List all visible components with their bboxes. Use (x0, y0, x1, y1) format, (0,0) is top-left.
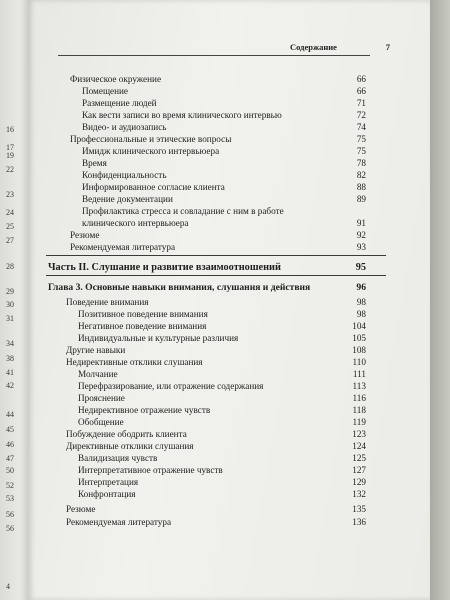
toc-entry-title: Побуждение ободрить клиента (66, 429, 187, 439)
toc-entry-page: 125 (352, 453, 366, 463)
running-head-title: Содержание (290, 42, 337, 52)
book-page (28, 0, 430, 600)
toc-entry-title: Помещение (82, 86, 129, 96)
toc-entry (28, 97, 430, 109)
toc-entry (28, 380, 430, 392)
background-surface (430, 0, 450, 600)
toc-entry-page: 91 (356, 218, 366, 228)
toc-entry-title: Резюме (66, 504, 96, 514)
toc-part-heading (28, 262, 430, 274)
toc-entry-title: Физическое окружение (70, 74, 162, 84)
facing-page-number: 17 (6, 143, 14, 152)
toc-entry-page: 124 (352, 441, 366, 451)
toc-entry (28, 121, 430, 133)
toc-entry-page: 105 (352, 333, 366, 343)
toc-entry-page: 98 (356, 309, 366, 319)
toc-entry-page: 88 (356, 182, 366, 192)
toc-entry (28, 205, 430, 217)
toc-entry-title: Директивные отклики слушания (66, 441, 194, 451)
facing-page-number: 22 (6, 165, 14, 174)
toc-chapter-heading (28, 282, 430, 294)
toc-entry-title: Имидж клинического интервьюера (82, 146, 220, 156)
facing-page-number: 25 (6, 222, 14, 231)
toc-entry-page: 74 (356, 122, 366, 132)
toc-entry-title: Размещение людей (82, 98, 157, 108)
facing-page-number: 41 (6, 368, 14, 377)
toc-entry-title: Профилактика стресса и совладание с ним в работе (82, 206, 284, 216)
toc-entry-title: Информированное согласие клиента (82, 182, 225, 192)
toc-entry-page: 118 (352, 405, 366, 415)
toc-entry (28, 476, 430, 488)
toc-entry (28, 229, 430, 241)
toc-entry-page: 98 (356, 297, 366, 307)
toc-entry-title: Молчание (78, 369, 118, 379)
toc-entry-title: Позитивное поведение внимания (78, 309, 208, 319)
toc-entry-title: Часть II. Слушание и развитие взаимоотношений (48, 262, 281, 273)
toc-entry (28, 241, 430, 253)
toc-entry-title: Обобщение (78, 417, 124, 427)
facing-page-number: 29 (6, 287, 14, 296)
toc-entry (28, 464, 430, 476)
toc-entry-page: 75 (356, 134, 366, 144)
toc-entry-page: 92 (356, 230, 366, 240)
toc-entry-page: 95 (355, 262, 366, 273)
toc-entry (28, 193, 430, 205)
toc-entry-page: 66 (356, 86, 366, 96)
toc-entry-page: 108 (352, 345, 366, 355)
toc-entry-page: 132 (352, 489, 366, 499)
toc-entry-title: Конфронтация (78, 489, 136, 499)
facing-page-number: 53 (6, 494, 14, 503)
toc-entry (28, 416, 430, 428)
toc-entry-page: 110 (352, 357, 366, 367)
toc-entry (28, 392, 430, 404)
facing-page-number: 45 (6, 425, 14, 434)
toc-entry-title: Ведение документации (82, 194, 173, 204)
facing-page-number: 42 (6, 381, 14, 390)
facing-page-edge (0, 0, 28, 600)
toc-entry (28, 368, 430, 380)
toc-entry (28, 169, 430, 181)
toc-entry (28, 503, 430, 515)
toc-entry-title: Профессиональные и этические вопросы (70, 134, 232, 144)
toc-entry (28, 217, 430, 229)
toc-entry-page: 111 (352, 369, 366, 379)
toc-entry-page: 66 (356, 74, 366, 84)
facing-page-number: 56 (6, 510, 14, 519)
toc-entry-title: клинического интервьюера (82, 218, 189, 228)
toc-entry-title: Рекомендуемая литература (66, 517, 172, 527)
toc-entry (28, 109, 430, 121)
toc-entry-page: 72 (356, 110, 366, 120)
toc-entry-title: Резюме (70, 230, 100, 240)
toc-entry-title: Конфиденциальность (82, 170, 167, 180)
toc-entry-page: 116 (352, 393, 366, 403)
toc-entry-title: Перефразирование, или отражение содержания (78, 381, 264, 391)
toc-entry-title: Глава 3. Основные навыки внимания, слушания и действия (48, 282, 311, 293)
toc-entry (28, 516, 430, 528)
toc-entry (28, 452, 430, 464)
toc-entry-page: 127 (352, 465, 366, 475)
part-rule-top (46, 255, 386, 256)
part-rule-bottom (46, 275, 386, 276)
facing-page-number: 38 (6, 354, 14, 363)
toc-entry (28, 332, 430, 344)
toc-entry-title: Поведение внимания (66, 297, 149, 307)
facing-page-number: 19 (6, 151, 14, 160)
toc-entry-title: Недирективные отклики слушания (66, 357, 203, 367)
toc-entry-title: Интерпретативное отражение чувств (78, 465, 223, 475)
toc-entry (28, 296, 430, 308)
toc-entry (28, 181, 430, 193)
toc-entry-page: 82 (356, 170, 366, 180)
toc-entry (28, 440, 430, 452)
page-number: 7 (385, 42, 390, 52)
toc-entry-title: Индивидуальные и культурные различия (78, 333, 239, 343)
toc-entry-page: 71 (356, 98, 366, 108)
toc-entry-title: Другие навыки (66, 345, 126, 355)
toc-entry (28, 145, 430, 157)
toc-entry (28, 73, 430, 85)
toc-entry-title: Недирективное отражение чувств (78, 405, 211, 415)
facing-page-number: 23 (6, 190, 14, 199)
facing-page-number: 52 (6, 481, 14, 490)
facing-page-number: 34 (6, 339, 14, 348)
toc-entry-title: Время (82, 158, 107, 168)
toc-entry-title: Прояснение (78, 393, 125, 403)
facing-page-number: 28 (6, 262, 14, 271)
toc-entry-title: Как вести записи во время клинического интервью (82, 110, 282, 120)
toc-entry-title: Валидизация чувств (78, 453, 158, 463)
facing-page-number: 44 (6, 410, 14, 419)
toc-entry (28, 404, 430, 416)
toc-entry (28, 157, 430, 169)
toc-entry (28, 356, 430, 368)
toc-entry-page: 123 (352, 429, 366, 439)
toc-entry (28, 488, 430, 500)
toc-entry-page: 75 (356, 146, 366, 156)
facing-page-number: 16 (6, 125, 14, 134)
facing-page-number: 46 (6, 440, 14, 449)
toc-entry (28, 85, 430, 97)
facing-page-number: 27 (6, 236, 14, 245)
toc-entry-page: 78 (356, 158, 366, 168)
facing-page-number: 24 (6, 208, 14, 217)
toc-entry-page: 113 (352, 381, 366, 391)
facing-page-number: 56 (6, 524, 14, 533)
toc-entry-title: Негативное поведение внимания (78, 321, 207, 331)
toc-entry (28, 344, 430, 356)
facing-page-number: 4 (6, 582, 10, 591)
toc-entry (28, 308, 430, 320)
toc-entry-page: 93 (356, 242, 366, 252)
toc-entry-page: 135 (352, 504, 366, 514)
toc-entry (28, 320, 430, 332)
toc-entry-page: 96 (356, 282, 366, 293)
toc-entry-page: 104 (352, 321, 366, 331)
toc-entry-page: 136 (352, 517, 366, 527)
toc-entry (28, 428, 430, 440)
toc-entry-title: Видео- и аудиозапись (82, 122, 167, 132)
toc-entry-title: Рекомендуемая литература (70, 242, 176, 252)
facing-page-number: 50 (6, 466, 14, 475)
facing-page-number: 47 (6, 454, 14, 463)
toc-entry-page: 89 (356, 194, 366, 204)
toc-entry (28, 133, 430, 145)
facing-page-number: 31 (6, 314, 14, 323)
toc-entry-page: 129 (352, 477, 366, 487)
toc-entry-page: 119 (352, 417, 366, 427)
table-of-contents (28, 0, 430, 600)
toc-entry-title: Интерпретация (78, 477, 139, 487)
facing-page-number: 30 (6, 300, 14, 309)
